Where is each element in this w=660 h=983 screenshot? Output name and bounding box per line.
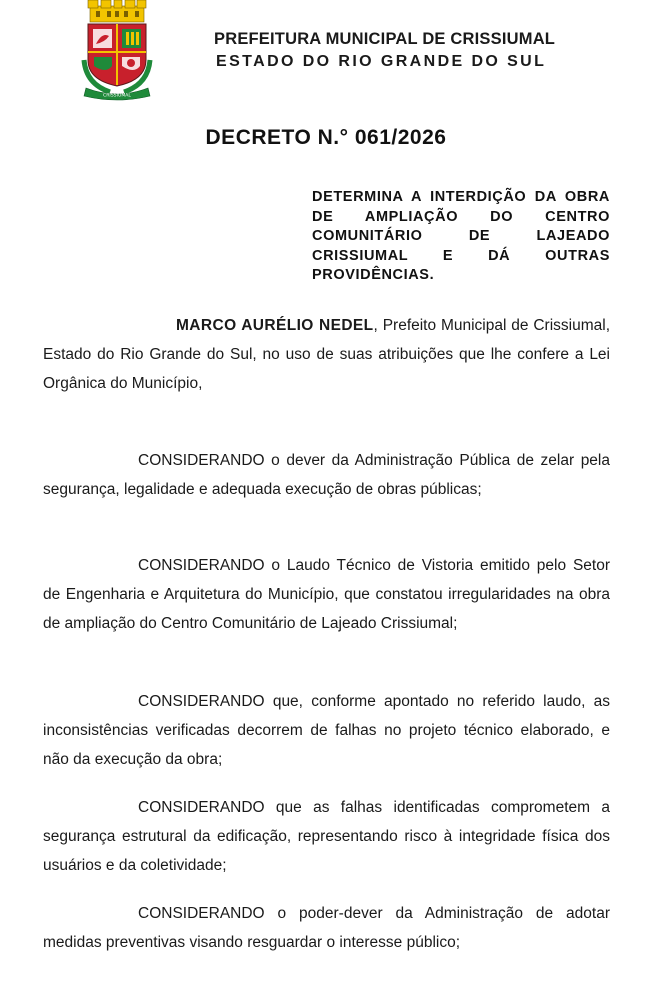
header-municipality: PREFEITURA MUNICIPAL DE CRISSIUMAL bbox=[214, 30, 556, 48]
municipal-crest-icon bbox=[80, 0, 154, 102]
considerando-4: CONSIDERANDO que as falhas identificadas comprometem a segurança estrutural da edificação, representando risco à integridade física dos usuários e da coletividade; bbox=[43, 799, 610, 874]
considerando-5: CONSIDERANDO o poder-dever da Administração de adotar medidas preventivas visando resguardar o interesse público; bbox=[43, 905, 610, 951]
header-state: ESTADO DO RIO GRANDE DO SUL bbox=[216, 53, 547, 70]
decree-title: DECRETO N.° 061/2026 bbox=[205, 126, 447, 149]
preamble-paragraph bbox=[43, 311, 610, 398]
preamble-text: , Prefeito Municipal de Crissiumal, Estado do Rio Grande do Sul, no uso de suas atribuições que lhe confere a Lei Orgânica do Município, bbox=[43, 317, 611, 392]
decree-summary: DETERMINA A INTERDIÇÃO DA OBRA DE AMPLIAÇÃO DO CENTRO COMUNITÁRIO DE LAJEADO CRISSIUMAL E DÁ OUTRAS PROVIDÊNCIAS. bbox=[312, 189, 610, 283]
considerando-1: CONSIDERANDO o dever da Administração Pública de zelar pela segurança, legalidade e adequada execução de obras públicas; bbox=[43, 452, 610, 498]
mayor-name: MARCO AURÉLIO NEDEL bbox=[176, 317, 374, 334]
considerando-2: CONSIDERANDO o Laudo Técnico de Vistoria emitido pelo Setor de Engenharia e Arquitetura do Município, que constatou irregularidades na obra de ampliação do Centro Comunitário de Lajeado Crissiumal; bbox=[43, 557, 610, 632]
considerando-3: CONSIDERANDO que, conforme apontado no referido laudo, as inconsistências verificadas decorrem de falhas no projeto técnico elaborado, e não da execução da obra; bbox=[43, 693, 610, 768]
crest-ribbon-text: CRISSIUMAL bbox=[103, 93, 131, 99]
